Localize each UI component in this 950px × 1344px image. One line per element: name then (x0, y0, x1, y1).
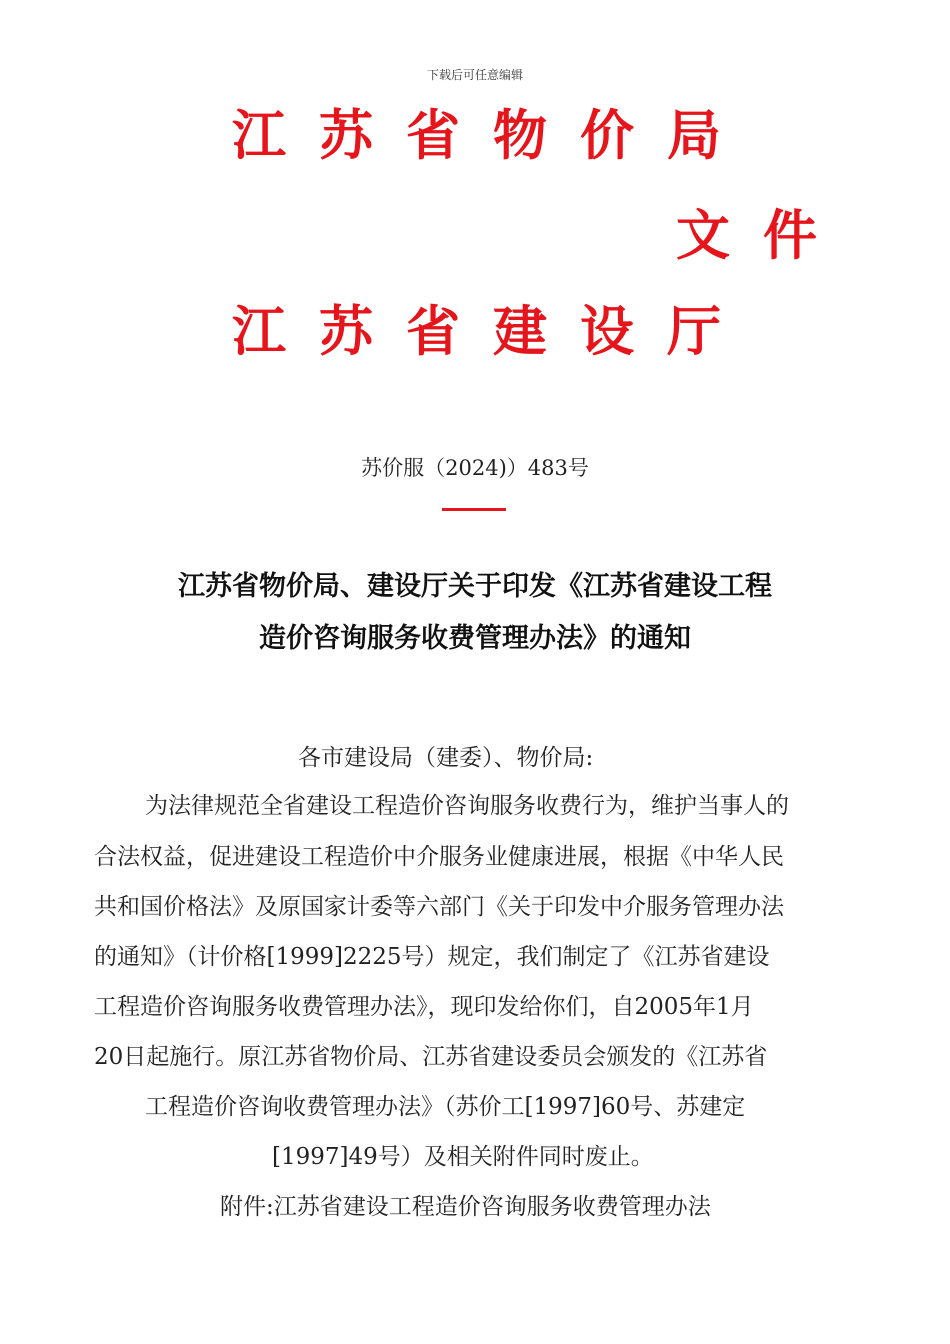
body-line: 为法律规范全省建设工程造价咨询服务收费行为，维护当事人的 (145, 793, 789, 819)
document-label: 文件 (676, 204, 850, 267)
body-line: 工程造价咨询收费管理办法》（苏价工[1997]60号、苏建定 (145, 1094, 746, 1120)
red-divider (442, 508, 506, 511)
issuer-line-price-bureau: 江苏省物价局 (232, 104, 754, 167)
attachment-line: 附件:江苏省建设工程造价咨询服务收费管理办法 (220, 1194, 711, 1220)
body-line: 合法权益，促进建设工程造价中介服务业健康进展，根据《中华人民 (94, 844, 784, 870)
body-line: 的通知》（计价格[1999]2225号）规定，我们制定了《江苏省建设 (94, 944, 770, 970)
body-line: 共和国价格法》及原国家计委等六部门《关于印发中介服务管理办法 (94, 894, 784, 920)
body-line: 工程造价咨询服务收费管理办法》，现印发给你们，自2005年1月 (94, 994, 754, 1020)
notice-title-line2: 造价咨询服务收费管理办法》的通知 (259, 623, 691, 654)
issuer-line-construction-dept: 江苏省建设厅 (232, 300, 754, 363)
salutation: 各市建设局（建委）、物价局: (298, 745, 594, 771)
document-number: 苏价服（2024)）483号 (361, 456, 589, 480)
watermark-text: 下载后可任意编辑 (426, 68, 523, 82)
notice-title-line1: 江苏省物价局、建设厅关于印发《江苏省建设工程 (178, 571, 772, 602)
body-line: [1997]49号）及相关附件同时废止。 (272, 1144, 654, 1170)
body-line: 20日起施行。原江苏省物价局、江苏省建设委员会颁发的《江苏省 (94, 1044, 768, 1070)
